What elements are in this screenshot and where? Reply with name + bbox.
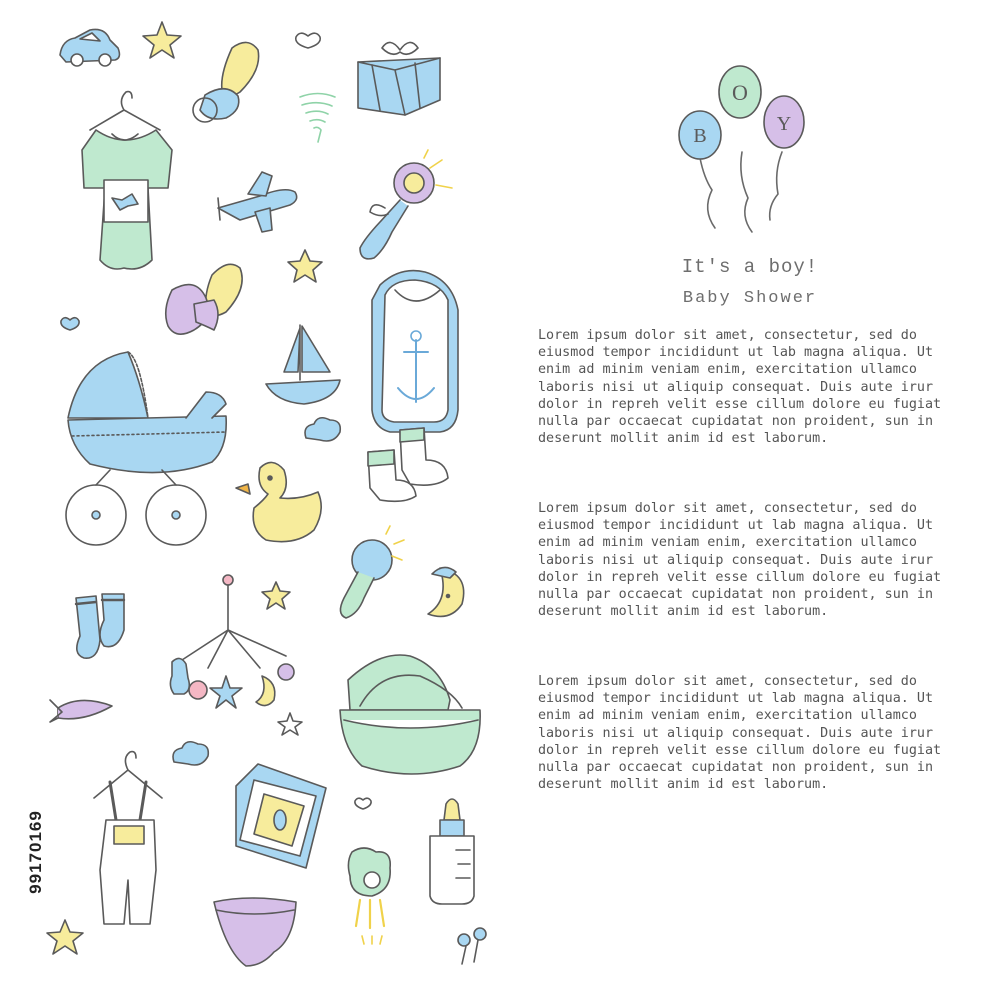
baby-bottle-icon: [430, 799, 474, 904]
heart-icon: [355, 798, 371, 809]
rocket-icon: [50, 700, 112, 722]
bib-icon: [372, 271, 458, 432]
booties-icon: [368, 428, 448, 501]
teether-icon: [348, 848, 390, 944]
socks-icon: [76, 594, 124, 658]
subheadline: Baby Shower: [682, 289, 818, 308]
moon-icon: [428, 567, 464, 616]
star-icon: [47, 920, 83, 954]
body-paragraph-2: Lorem ipsum dolor sit amet, consectetur, sed do eiusmod tempor incididunt ut lab magna aliqua. Ut enim ad minim veniam enim, exercitation ullamco laboris nisi ut aliquip consequat. Duis aute irur dolor in repreh velit esse cillum dolore eu fugiat nulla par occaecat cupidatat non proident, sun in deserunt mollit anim id est laborum.: [538, 501, 942, 620]
onesie-icon: [82, 92, 172, 269]
balloon-letter-y: Y: [776, 113, 792, 135]
stock-id-number: 99170169: [26, 810, 45, 894]
pacifier-icon: [193, 42, 259, 122]
cloud-icon: [173, 742, 208, 765]
balloon-letter-o: O: [732, 80, 748, 105]
headline: It's a boy!: [681, 256, 819, 278]
balloon-letter-b: B: [693, 125, 707, 147]
gift-box-icon: [358, 42, 440, 115]
diaper-icon: [214, 898, 296, 966]
swirl-icon: [300, 94, 335, 143]
star-icon: [143, 22, 181, 58]
body-paragraph-3: Lorem ipsum dolor sit amet, consectetur, sed do eiusmod tempor incididunt ut lab magna aliqua. Ut enim ad minim veniam enim, exercitation ullamco laboris nisi ut aliquip consequat. Duis aute irur dolor in repreh velit esse cillum dolore eu fugiat nulla par occaecat cupidatat non proident, sun in deserunt mollit anim id est laborum.: [538, 674, 942, 793]
sailboat-icon: [266, 325, 340, 404]
bassinet-icon: [340, 655, 480, 774]
heart-icon: [296, 33, 321, 48]
rubber-duck-icon: [236, 462, 321, 541]
overalls-icon: [94, 752, 162, 924]
cloud-icon: [305, 418, 340, 441]
body-paragraph-1: Lorem ipsum dolor sit amet, consectetur, sed do eiusmod tempor incididunt ut lab magna aliqua. Ut enim ad minim veniam enim, exercitation ullamco laboris nisi ut aliquip consequat. Duis aute irur dolor in repreh velit esse cillum dolore eu fugiat nulla par occaecat cupidatat non proident, sun in deserunt mollit anim id est laborum.: [538, 328, 942, 447]
rattle-icon: [360, 150, 452, 259]
photo-book-icon: [236, 764, 326, 868]
toy-car-icon: [60, 29, 119, 66]
balloons-icon: [679, 66, 804, 232]
scissors-icon: [458, 928, 486, 964]
pacifier-icon: [166, 264, 242, 334]
star-icon: [278, 713, 302, 735]
airplane-icon: [218, 172, 297, 232]
pram-icon: [66, 352, 226, 545]
maracas-icon: [340, 526, 404, 618]
heart-icon: [61, 318, 79, 330]
star-icon: [288, 250, 322, 282]
star-icon: [262, 582, 290, 609]
